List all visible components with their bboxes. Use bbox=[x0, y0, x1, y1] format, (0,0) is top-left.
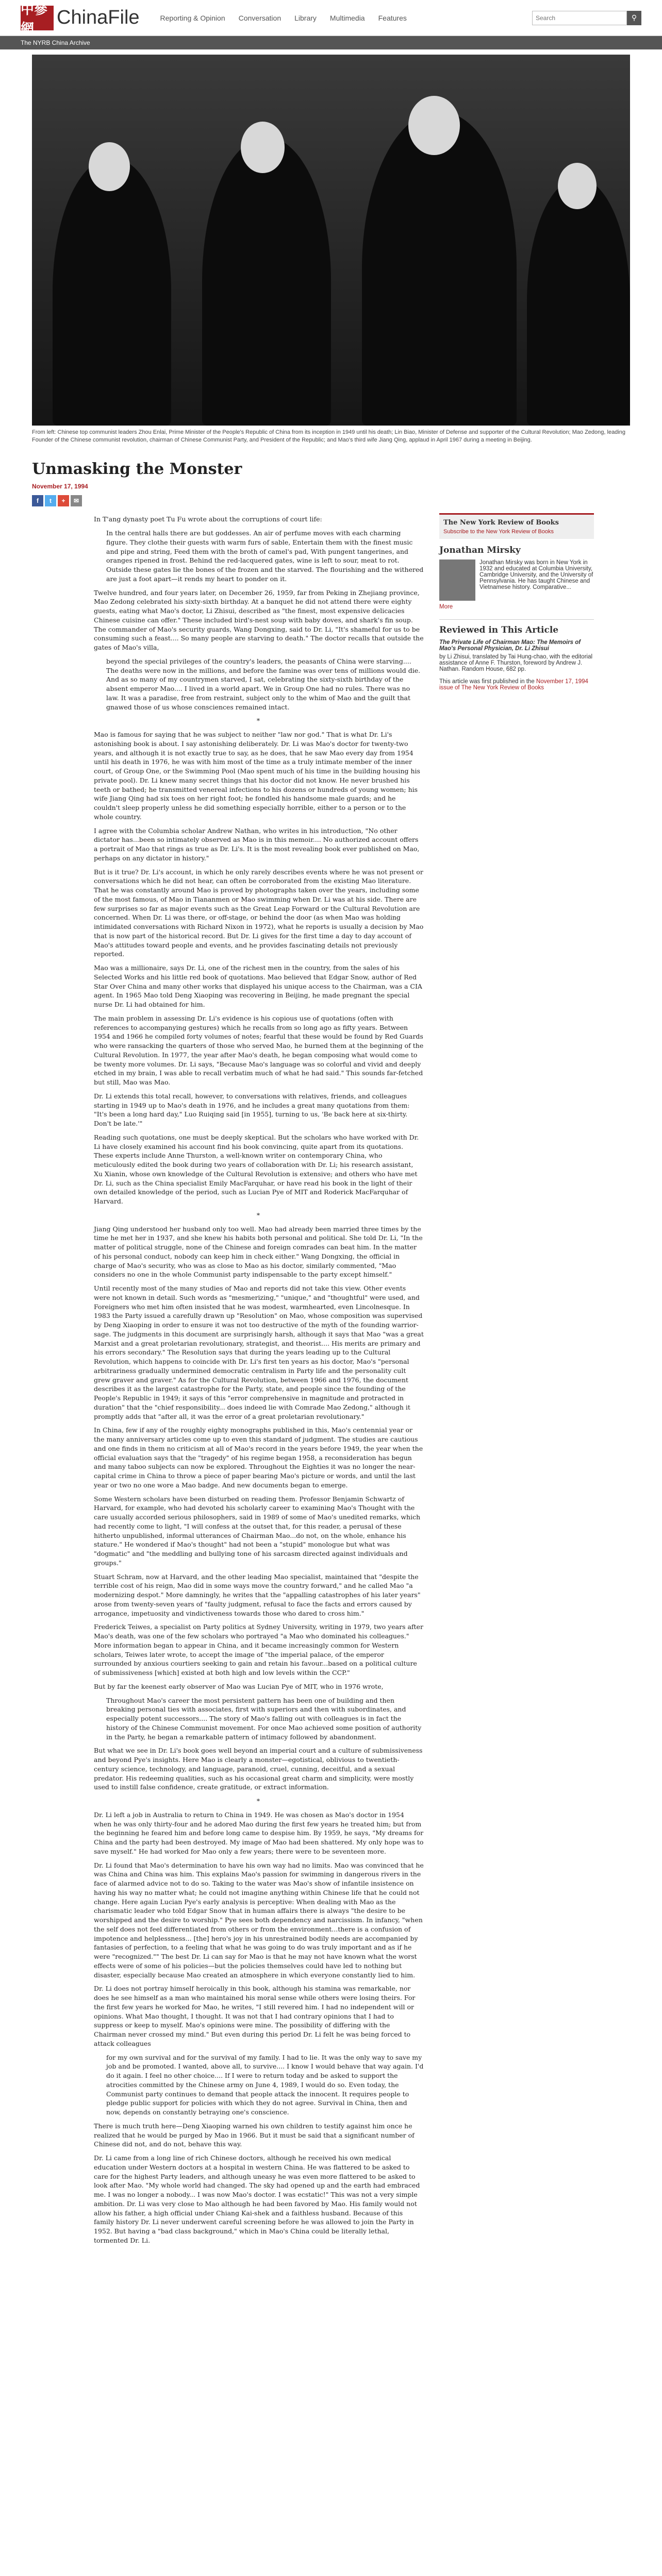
site-logo[interactable] bbox=[21, 2, 140, 37]
section-separator: * bbox=[256, 1797, 261, 1805]
article-paragraph: Some Western scholars have been disturbed on reading them. Professor Benjamin Schwartz of Harvard, for example, who had devoted his scholarly career to examining Mao's Thought with the care usually accorded serious philosophers, said in 1989 of some of Mao's unedited remarks, which had recently come to light, "I will confess at the outset that, for this reader, a perusal of these hitherto unpublished, informal utterances of Chairman Mao...do not, on the whole, enhance his stature." He wondered if Mao's thought" had not been a "stupid" monologue but what was "dogmatic" and "the meddling and bullying tone of his sarcasm directed against individuals and groups." bbox=[94, 1495, 421, 1567]
search-input[interactable] bbox=[532, 11, 627, 25]
article-paragraph: Dr. Li left a job in Australia to return to China in 1949. He was chosen as Mao's doctor in 1954 when he was only thirty-four and he adored Mao during the first few years he treated him; but from the beginning he feared him and before long came to despise him. By 1959, he says, "My dreams for China and the party had been destroyed. My image of Mao had been shattered. My only hope was to save myself." He had worked for Mao only a few years; there were to be seventeen more. bbox=[94, 1810, 424, 1855]
logo-seal-icon: 中參網 bbox=[21, 6, 54, 30]
nav-item-library[interactable]: Library bbox=[294, 13, 317, 22]
section-separator: * bbox=[256, 717, 261, 725]
article-paragraph: But is it true? Dr. Li's account, in which he only rarely describes events where he was not present or conversations which he did not hear, can often be corroborated from the existing Mao literature. That he was constantly around Mao is proved by photographs taken over the years, including some of the most famous, of Mao in Tiananmen or Mao swimming when Dr. Li was at his side. There are few surprises so far as major events such as the Great Leap Forward or the Cultural Revolution are concerned. When Dr. Li was there, or off-stage, or behind the door (as when Mao was holding intimidated conversations with Richard Nixon in 1972), what he reports is usually a decision by Mao that is now part of the historical record. But Dr. Li gives for the first time a day to day account of Mao's attitudes toward people and events, and he provides fascinating details not previously reported. bbox=[94, 868, 424, 958]
page-content bbox=[32, 55, 630, 2250]
article-paragraph: But what we see in Dr. Li's book goes well beyond an imperial court and a culture of submissiveness and beyond Pye's insights. Here Mao is clearly a monster—egotistical, oblivious to twentieth-century science, technology, and language, paranoid, cruel, cunning, deceitful, and a sexual predator. His redeeming qualities, such as his occasional great charm and simplicity, were mostly used to instill false confidence, create gratitude, or extract information. bbox=[94, 1747, 423, 1791]
book-details: by Li Zhisui, translated by Tai Hung-chao, with the editorial assistance of Anne F. Thurston, foreword by Andrew J. Nathan. Random House, 682 pp. bbox=[439, 653, 593, 672]
nyrb-title: The New York Review of Books bbox=[443, 518, 559, 527]
nyrb-box bbox=[439, 513, 594, 539]
author-box bbox=[439, 545, 594, 610]
article-paragraph: Dr. Li does not portray himself heroically in this book, although his stamina was remarkable, nor does he see himself as a man who maintained his moral sense while others were losing theirs. For the first few years he worked for Mao, he writes, "I still revered him. I had no independent will or opinions. What Mao thought, I thought. It was not that I had contrary opinions that I had to suppress or keep to myself. Mao's opinions were mine. The possibility of differing with the Chairman never crossed my mind." But even during this period Dr. Li felt he was being forced to attack colleagues bbox=[94, 1985, 416, 2047]
article-layout bbox=[32, 449, 630, 2250]
logo-name: ChinaFile bbox=[57, 7, 140, 28]
article-paragraph: Mao is famous for saying that he was subject to neither "law nor god." That is what Dr. Li's astonishing book is about. I say astonishing deliberately. Dr. Li was Mao's doctor for twenty-two years, and although it is not exactly true to say, as he does, that he saw Mao every day from 1954 until his death in 1976, he was with him most of the time as a truly intimate member of the inner court, of Group One, or the Swimming Pool (Mao spent much of his time in the building housing his private pool). Dr. Li knew many secret things that his doctor did not know. He never brushed his teeth or bathed; he transmitted venereal infections to his dozens or hundreds of young women; his wife Jiang Qing had six toes on her right foot; he fondled his handsome male guards; and he couldn't sleep properly unless he did something especially horrible, either to a person or to the whole country. bbox=[94, 731, 420, 821]
article-paragraph: There is much truth here—Deng Xiaoping warned his own children to testify against him once he realized that he would be purged by Mao in 1966. But it must be said that a significant number of Chinese did not, and do not, behave this way. bbox=[94, 2122, 415, 2148]
article-paragraph: In China, few if any of the roughly eighty monographs published in this, Mao's centennial year or the many anniversary articles come up to even this standard of judgment. The studies are cautious and one finds in them no criticism at all of Mao's record in the years before 1949, the year when the official evaluation says that the "tragedy" of his regime began 1958, a reconsideration has begun and many taboo subjects can now be explored. Throughout the Eighties it was no longer the near-capital crime in China to throw a piece of paper bearing Mao's picture or words, and until the last year or two no one wore a Mao badge. And new documents began to emerge. bbox=[94, 1426, 423, 1489]
origin-text: This article was first published in the bbox=[439, 678, 535, 685]
sidebar bbox=[439, 511, 594, 2250]
article-paragraph: Mao was a millionaire, says Dr. Li, one of the richest men in the country, from the sales of his Selected Works and his little red book of quotations. Mao believed that Edgar Snow, author of Red Star Over China and many other works that displayed his unique access to the Chairman, was a CIA agent. In 1965 Mao told Deng Xiaoping was recovering in Beijing, he made pregnant the special nurse Dr. Li had obtained for him. bbox=[94, 964, 422, 1009]
nav-item-conversation[interactable]: Conversation bbox=[238, 13, 282, 22]
article-paragraph: I agree with the Columbia scholar Andrew Nathan, who writes in his introduction, "No other dictator has...been so intimately observed as Mao is in this memoir.... No authorized account offers a portrait of Mao that rings as true as Dr. Li's. It is the most revealing book ever published on Mao, perhaps on any dictator in history." bbox=[94, 826, 420, 862]
article-blockquote: for my own survival and for the survival of my family. I had to lie. It was the only way to save my job and be promoted. I wanted, above all, to survive.... I know I would behave that way again. I'd do it again. I feel no other choice.... If I were to return today and be asked to support the atrocities committed by the Chinese army on June 4, 1989, I would do so. Even today, the Communist party continues to demand that people attack the innocent. It requires people to pledge public support for policies with which they do not agree. Survival in China, then and now, depends on constantly betraying one's conscience. bbox=[106, 2053, 424, 2116]
section-separator: * bbox=[256, 1211, 261, 1219]
section-bar: The NYRB China Archive bbox=[0, 36, 662, 49]
nyrb-subscribe-link[interactable]: Subscribe to the New York Review of Books bbox=[443, 528, 554, 535]
search-bar bbox=[532, 11, 641, 25]
email-icon[interactable]: ✉ bbox=[71, 495, 82, 506]
twitter-icon[interactable]: t bbox=[45, 495, 56, 506]
article-blockquote: Throughout Mao's career the most persistent pattern has been one of building and then breaking personal ties with associates, first with superiors and then with subordinates, and especially potent successors.... The story of Mao's falling out with colleagues is in fact the history of the Chinese Communist movement. For once Mao achieved some position of authority in the Party, he began a remarkable pattern of intimacy followed by abandonment. bbox=[106, 1696, 422, 1741]
reviewed-heading: Reviewed in This Article bbox=[439, 619, 594, 635]
author-bio: Jonathan Mirsky was born in New York in 1932 and educated at Columbia University, Cambridge University, and the University of Pennsylvania. He has taught Chinese and Vietnamese history. Comparative... bbox=[479, 559, 593, 590]
article-paragraph: Stuart Schram, now at Harvard, and the other leading Mao specialist, maintained that "despite the terrible cost of his reign, Mao did in some ways move the country forward," and he called Mao "a modernizing despot." More damningly, he writes that the "appalling catastrophes of his later years" arose from twenty-seven years of "faulty judgment, refusal to face the facts and errors caused by arrogance, impetuosity and vindictiveness towards those who dared to cross him." bbox=[94, 1572, 421, 1617]
article-paragraph: Dr. Li found that Mao's determination to have his own way had no limits. Mao was convinced that he was China and China was him. This explains Mao's passion for swimming in dangerous rivers in the face of alarmed advice not to do so. Taking to the water was Mao's show of infantile insistence on having his way no matter what; he could not imagine anything within Chinese life that he could not change. Here again Lucian Pye's early analysis is perceptive: When dealing with Mao as the charismatic leader who told Edgar Snow that in human affairs there is always "the desire to be worshipped and the desire to worship." Pye sees both dependency and narcissism. In infancy, "when the self does not feel differentiated from others or from the environment...there is a confusion of impotence and helplessness... [the] hero's joy in his unrestrained bodily needs are accompanied by fantasies of perfection, to a feeling that what he was going to do was truly important and as if he were "recognized."" The best Dr. Li can say for Mao is that he may not have known what the worst effects were of some of his policies—but the policies themselves could have led to nothing but disaster, especially because Mao created an atmosphere in which everyone constantly lied to him. bbox=[94, 1861, 424, 1979]
main-nav bbox=[160, 14, 407, 22]
site-header bbox=[0, 0, 662, 36]
article-text bbox=[32, 515, 424, 2245]
reviewed-box bbox=[439, 619, 594, 691]
nav-item-multimedia[interactable]: Multimedia bbox=[329, 13, 365, 22]
article-blockquote: beyond the special privileges of the country's leaders, the peasants of China were starving.... The deaths were now in the millions, and before the famine was over tens of millions would die. And as so many of my countrymen starved, I sat, celebrating the sixty-sixth birthday of the absent emperor Mao.... I lived in a world apart. We in Group One had no rules. There was no law. It was a paradise, free from restraint, subject only to the whim of Mao and the guilt that gnawed those of us whose consciences remained intact. bbox=[106, 657, 421, 711]
hero-photo bbox=[32, 55, 630, 426]
article-paragraph: In T'ang dynasty poet Tu Fu wrote about the corruptions of court life: bbox=[94, 515, 322, 523]
article-date: November 17, 1994 bbox=[32, 483, 88, 490]
article-title: Unmasking the Monster bbox=[32, 460, 242, 478]
nav-item-features[interactable]: Features bbox=[378, 13, 407, 22]
article-paragraph: Jiang Qing understood her husband only too well. Mao had already been married three times by the time he met her in 1937, and she knew his habits both personal and political. She told Dr. Li, "In the matter of political struggle, none of the Chinese and foreign comrades can beat him. In the matter of his personal conduct, nobody can keep him in check either." Wang Dongxing, the official in charge of Mao's security, who was as close to Mao as his doctor, similarly commented, "Mao considers no one in the whole Communist party indispensable to the party except himself." bbox=[94, 1225, 423, 1279]
author-name[interactable]: Jonathan Mirsky bbox=[439, 545, 521, 555]
article-paragraph: The main problem in assessing Dr. Li's evidence is his copious use of quotations (often with references to accompanying gestures) which he recalls from so long ago as fifty years. Between 1954 and 1966 he compiled forty volumes of notes; fearful that these would be found by Red Guards who were ransacking the quarters of those who served Mao, he burned them at the beginning of the Cultural Revolution. In 1977, the year after Mao's death, he began composing what would come to be twenty more volumes. Dr. Li says, "Because Mao's language was so colorful and vivid and deeply etched in my brain, I was able to recall verbatim much of what he had said." This sounds far-fetched but still, Mao was Mao. bbox=[94, 1014, 424, 1087]
share-buttons bbox=[32, 495, 424, 506]
hero-caption: From left: Chinese top communist leaders Zhou Enlai, Prime Minister of the People's Republic of China from its inception in 1949 until his death; Lin Biao, Minister of Defense and supporter of the Cultural Revolution; Mao Zedong, leading Founder of the Chinese communist revolution, chairman of Chinese Communist Party, and President of the Republic; and Mao's third wife Jiang Qing, applaud in April 1967 during a meeting in Beijing. bbox=[32, 429, 625, 443]
article-paragraph: Twelve hundred, and four years later, on December 26, 1959, far from Peking in Zhejiang province, Mao Zedong celebrated his sixty-sixth birthday. At a banquet he did not attend there were eighty guests, eating what Mao's doctor, Li Zhisui, described as "the finest, most expensive delicacies Chinese cuisine can offer." These included bird's-nest soup with baby doves, and shark's fin soup. The commander of Mao's security guards, Wang Dongxing, said to Dr. Li, "It's shameful for us to be consuming such a feast.... So many people are starving to death." The doctor recalls that outside the gates of Mao's villa, bbox=[94, 588, 424, 652]
book-title[interactable]: The Private Life of Chairman Mao: The Memoirs of Mao's Personal Physician, Dr. Li Zhisui bbox=[439, 639, 581, 652]
avatar bbox=[439, 560, 475, 601]
search-icon[interactable]: ⚲ bbox=[627, 11, 641, 25]
article-paragraph: Until recently most of the many studies of Mao and reports did not take this view. Other events were not known in detail. Such words as "mesmerizing," "unique," and "thoughtful" were used, and Foreigners who met him often insisted that he was modest, warmhearted, even Lincolnesque. In 1983 the Party issued a carefully drawn up "Resolution" on Mao, whose composition was supervised by Deng Xiaoping in order to ensure it was not too destructive of the myth of the founding warrior-sage. The judgments in this document are surprisingly harsh, although it says that Mao "was a great Marxist and a great proletarian revolutionary, strategist, and theorist.... His merits are primary and his errors secondary." The Resolution says that during the years leading up to the Cultural Revolution, which happens to coincide with Dr. Li's first ten years as his doctor, Mao's "personal arbitrariness gradually undermined democratic centralism in Party life and the personality cult grew graver and graver." As for the Cultural Revolution, between 1966 and 1976, the document describes it as the largest catastrophe for the Party, state, and people since the founding of the People's Republic in 1949; it says of this "error comprehensive in magnitude and protracted in duration" that the "chief responsibility... does indeed lie with Comrade Mao Zedong," although it promptly adds that "after all, it was the error of a great proletarian revolutionary." bbox=[94, 1284, 424, 1420]
article-paragraph: Dr. Li came from a long line of rich Chinese doctors, although he received his own medical education under Western doctors at a hospital in western China. He was flattered to be asked to care for the highest Party leaders, and although uneasy he was even more flattered to be asked to look after Mao. "My whole world had changed. The sky had opened up and the earth had embraced me. I was no longer a nobody... I was now Mao's doctor. I was ecstatic!" This was not a very simple ambition. Dr. Li was very close to Mao although he had been favored by Mao. His family would not allow his father, a high official under Chiang Kai-shek and a faithless husband. Because of this family history Dr. Li never underwent careful screening before he was allowed to join the Party in 1952. But having a "bad class background," which in Mao's China could be literally lethal, tormented Dr. Li. bbox=[94, 2154, 420, 2244]
article-paragraph: But by far the keenest early observer of Mao was Lucian Pye of MIT, who in 1976 wrote, bbox=[94, 1682, 384, 1690]
article-paragraph: Dr. Li extends this total recall, however, to conversations with relatives, friends, and colleagues starting in 1949 up to Mao's death in 1976, and he includes a great many quotations from them: "It's been a long hard day," Luo Ruiqing said [in 1955], turning to us, 'Be back here at six-thirty. Don't be late.'" bbox=[94, 1092, 410, 1128]
article-paragraph: Reading such quotations, one must be deeply skeptical. But the scholars who have worked with Dr. Li have closely examined his account find his book convincing, quite apart from its quotations. These experts include Anne Thurston, a well-known writer on contemporary China, who meticulously edited the book during two years of collaboration with Dr. Li; his research assistant, Xu Xianin, whose own knowledge of the Cultural Revolution is extensive; and others who have met Dr. Li, such as the China specialist Emily MacFarquhar, or have read his book in the light of their own detailed knowledge of the period, such as Lucian Pye of MIT and Roderick MacFarquhar of Harvard. bbox=[94, 1133, 419, 1206]
google-plus-icon[interactable]: + bbox=[58, 495, 69, 506]
article-body bbox=[32, 449, 424, 2250]
author-more-link[interactable]: More bbox=[439, 603, 453, 610]
facebook-icon[interactable]: f bbox=[32, 495, 43, 506]
origin-link[interactable]: November 17, 1994 issue of The New York Review of Books bbox=[439, 678, 588, 691]
nav-item-reporting[interactable]: Reporting & Opinion bbox=[160, 13, 225, 22]
article-paragraph: Frederick Teiwes, a specialist on Party politics at Sydney University, writing in 1979, two years after Mao's death, was one of the few scholars who portrayed "a Mao who dominated his colleagues." More information began to appear in China, and it became increasingly common for Western scholars, Teiwes later wrote, to accept the image of "the imperial palace, of the emperor surrounded by anxious courtiers seeking to gain and retain his favour...based on a political culture of submissiveness [which] existed at both high and low levels within the CCP." bbox=[94, 1623, 423, 1677]
article-blockquote: In the central halls there are but goddesses. An air of perfume moves with each charming figure. They clothe their guests with warm furs of sable, Entertain them with the finest music and pipe and string, Feed them with the broth of camel's pad, With pungent tangerines, and oranges ripened in frost. Behind the red-lacquered gates, wine is left to sour, meat to rot. Outside these gates lie the bones of the frozen and the starved. The flourishing and the withered are just a foot apart—it rends my heart to ponder on it. bbox=[106, 529, 424, 583]
